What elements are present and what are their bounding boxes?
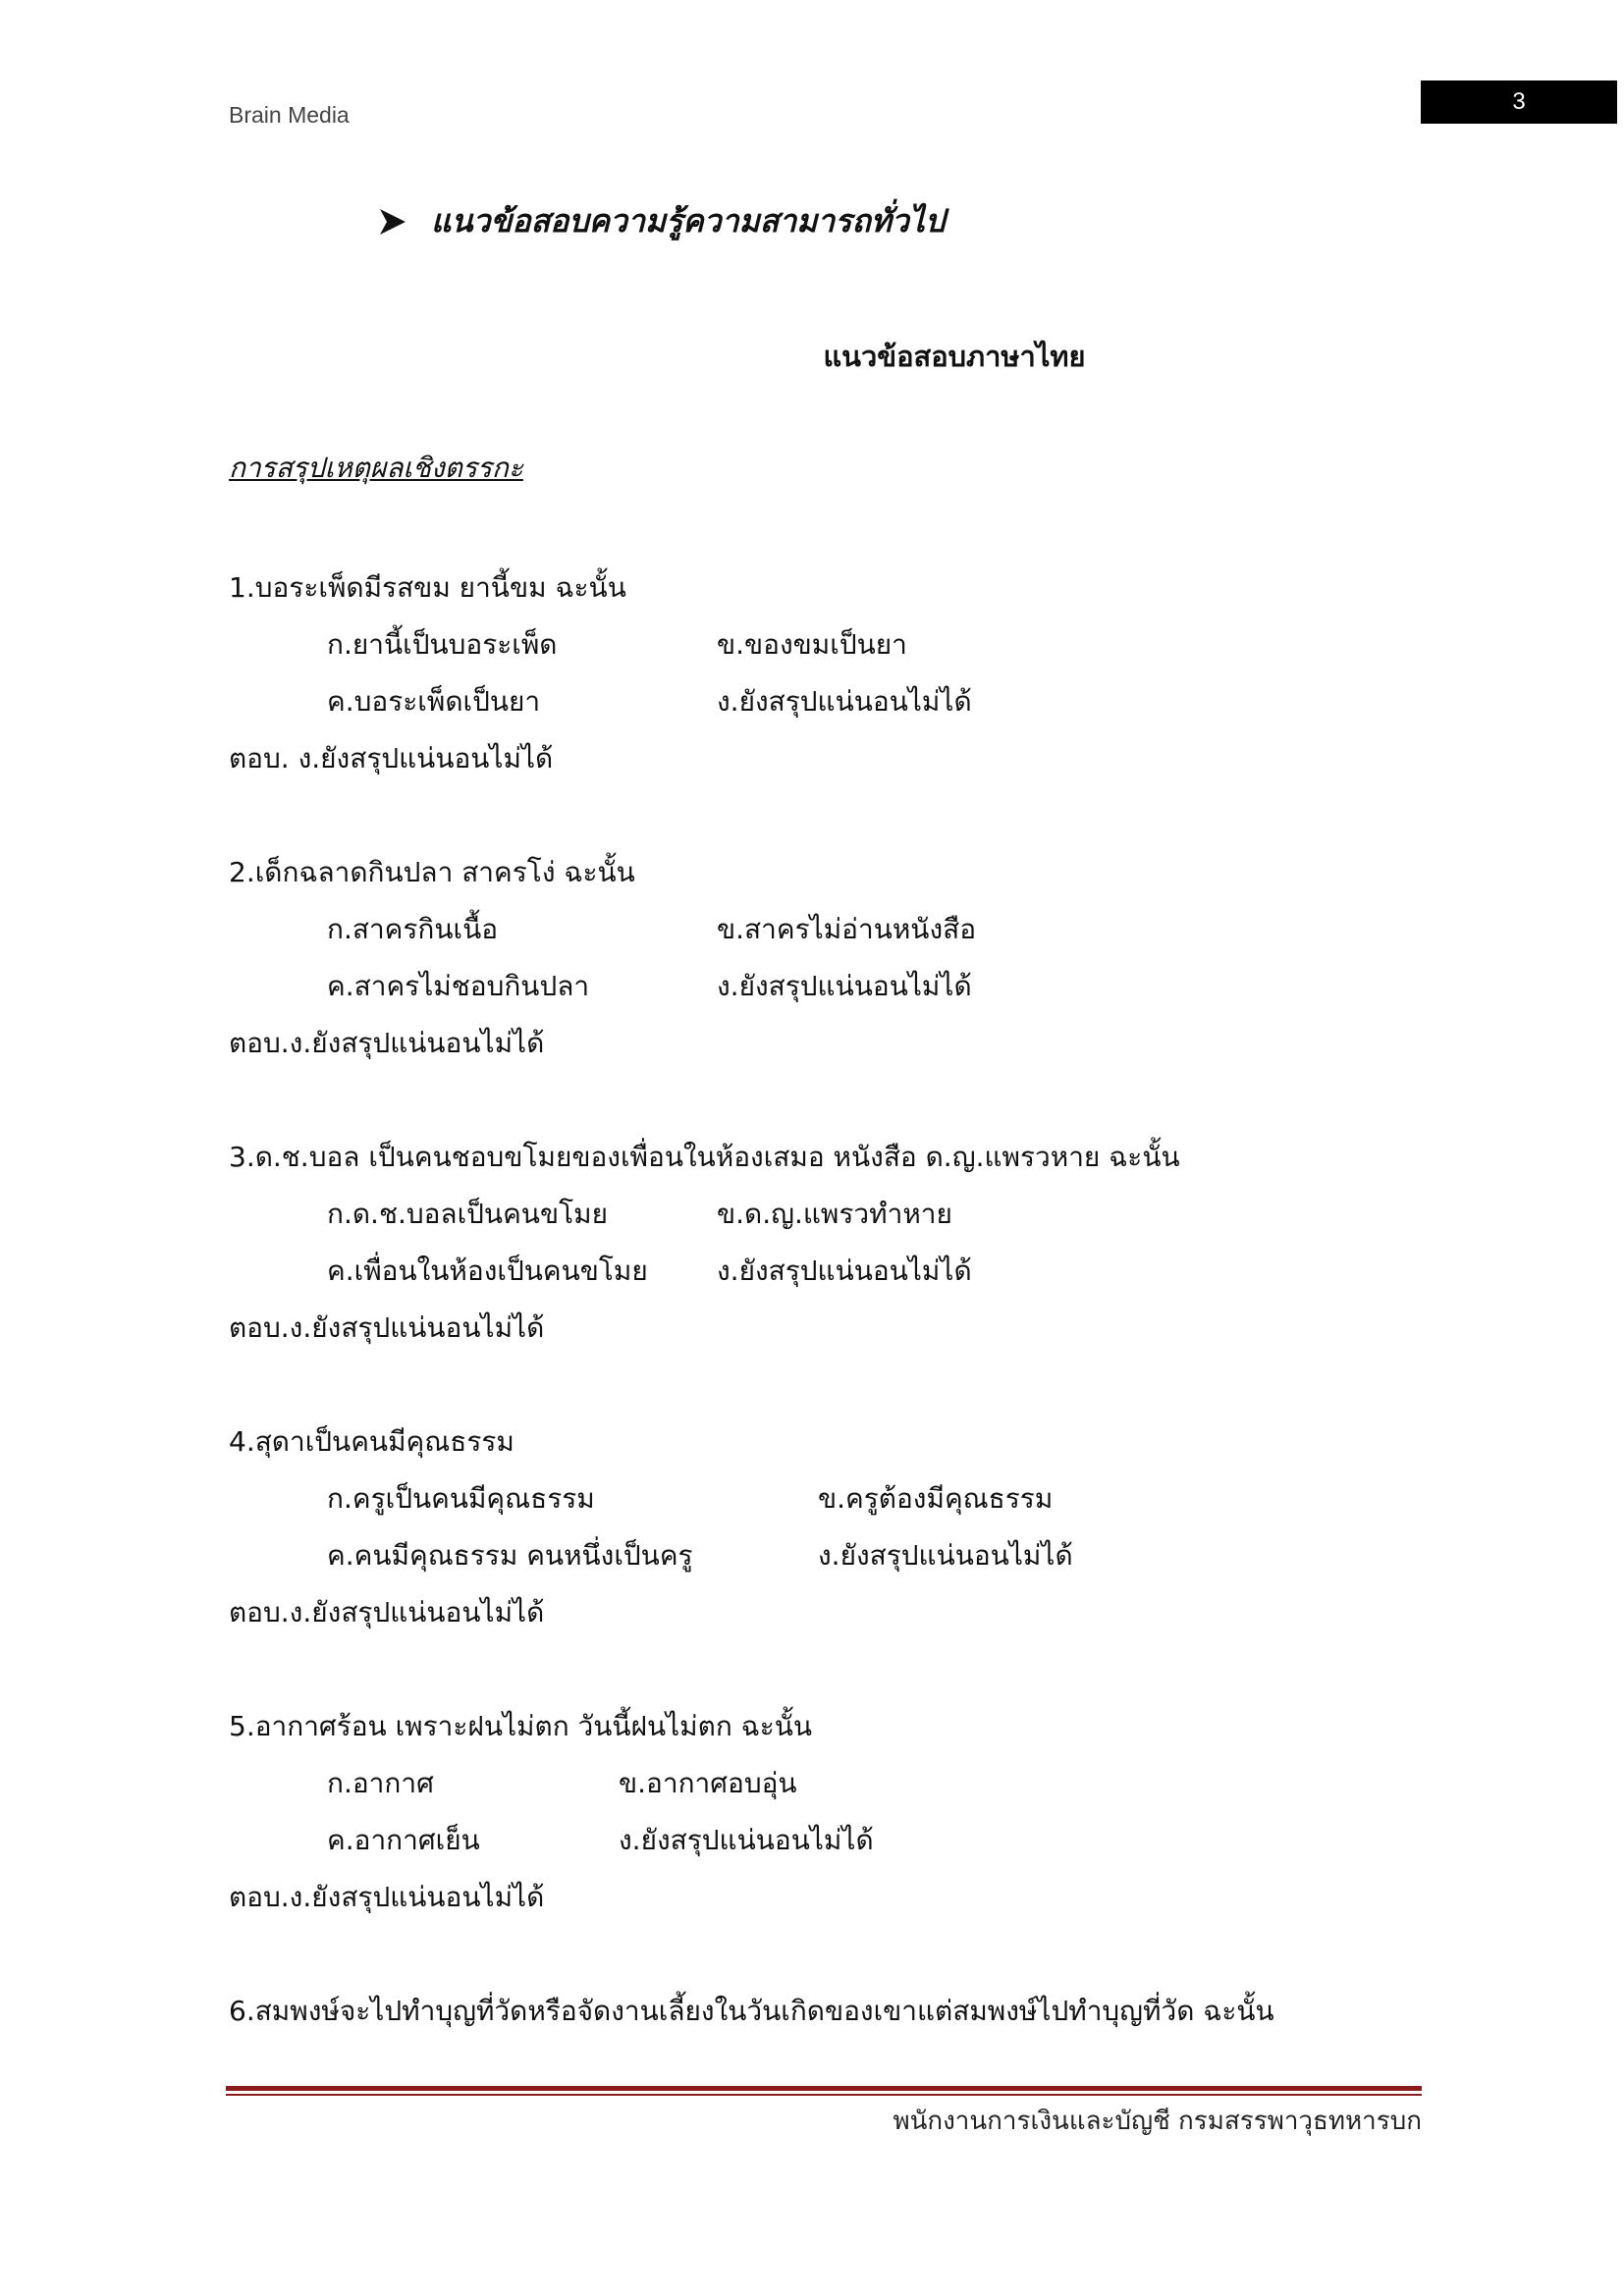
- page-title: แนวข้อสอบภาษาไทย: [823, 340, 1086, 373]
- options-row: [229, 1470, 1505, 1527]
- page-number: 3: [1421, 80, 1617, 124]
- option: ก.ด.ช.บอลเป็นคนขโมย: [327, 1198, 608, 1230]
- option: ง.ยังสรุปแน่นอนไม่ได้: [619, 1824, 874, 1856]
- options-row: [229, 1186, 1505, 1243]
- options-row: [229, 958, 1505, 1015]
- question-text: 6.สมพงษ์จะไปทำบุญที่วัดหรือจัดงานเลี้ยงในวันเกิดของเขาแต่สมพงษ์ไปทำบุญที่วัด ฉะนั้น: [229, 1995, 1274, 2027]
- option: ง.ยังสรุปแน่นอนไม่ได้: [717, 970, 972, 1002]
- question-text: 5.อากาศร้อน เพราะฝนไม่ตก วันนี้ฝนไม่ตก ฉะนั้น: [229, 1710, 813, 1742]
- section-heading: [378, 196, 945, 246]
- footer-text: พนักงานการเงินและบัญชี กรมสรรพาวุธทหารบก: [893, 2107, 1422, 2136]
- option: ก.อากาศ: [327, 1767, 434, 1799]
- answer-text: ตอบ.ง.ยังสรุปแน่นอนไม่ได้: [229, 1311, 545, 1344]
- subheading: การสรุปเหตุผลเชิงตรรกะ: [229, 452, 523, 484]
- question-text: 2.เด็กฉลาดกินปลา สาครโง่ ฉะนั้น: [229, 856, 635, 888]
- options-row: [229, 1812, 1505, 1869]
- option: ข.ครูต้องมีคุณธรรม: [818, 1482, 1054, 1515]
- option: ค.อากาศเย็น: [327, 1824, 480, 1856]
- questions-list: [229, 560, 1505, 2040]
- option: ง.ยังสรุปแน่นอนไม่ได้: [717, 685, 972, 718]
- options-row: [229, 1755, 1505, 1812]
- option: ค.คนมีคุณธรรม คนหนึ่งเป็นครู: [327, 1539, 693, 1572]
- answer-text: ตอบ.ง.ยังสรุปแน่นอนไม่ได้: [229, 1881, 545, 1913]
- option: ค.เพื่อนในห้องเป็นคนขโมย: [327, 1255, 648, 1287]
- option: ง.ยังสรุปแน่นอนไม่ได้: [717, 1255, 972, 1287]
- option: ก.ครูเป็นคนมีคุณธรรม: [327, 1482, 595, 1515]
- options-row: [229, 673, 1505, 730]
- option: ค.บอระเพ็ดเป็นยา: [327, 685, 541, 718]
- options-row: [229, 901, 1505, 958]
- option: ข.ของขมเป็นยา: [717, 628, 907, 661]
- footer-divider: [226, 2086, 1422, 2096]
- option: ข.สาครไม่อ่านหนังสือ: [717, 913, 977, 945]
- options-row: [229, 616, 1505, 673]
- answer-text: ตอบ. ง.ยังสรุปแน่นอนไม่ได้: [229, 742, 554, 774]
- option: ก.สาครกินเนื้อ: [327, 913, 499, 945]
- answer-text: ตอบ.ง.ยังสรุปแน่นอนไม่ได้: [229, 1596, 545, 1629]
- question-text: 1.บอระเพ็ดมีรสขม ยานี้ขม ฉะนั้น: [229, 571, 626, 604]
- question-text: 3.ด.ช.บอล เป็นคนชอบขโมยของเพื่อนในห้องเสมอ หนังสือ ด.ญ.แพรวหาย ฉะนั้น: [229, 1141, 1180, 1173]
- options-row: [229, 1243, 1505, 1300]
- section-heading-text: แนวข้อสอบความรู้ความสามารถทั่วไป: [431, 202, 946, 240]
- option: ก.ยานี้เป็นบอระเพ็ด: [327, 628, 558, 661]
- option: ข.ด.ญ.แพรวทำหาย: [717, 1198, 952, 1230]
- arrow-bullet-icon: [378, 207, 407, 237]
- option: ง.ยังสรุปแน่นอนไม่ได้: [818, 1539, 1073, 1572]
- question-text: 4.สุดาเป็นคนมีคุณธรรม: [229, 1425, 514, 1458]
- header-brand: Brain Media: [229, 102, 350, 128]
- answer-text: ตอบ.ง.ยังสรุปแน่นอนไม่ได้: [229, 1027, 545, 1059]
- option: ค.สาครไม่ชอบกินปลา: [327, 970, 590, 1002]
- option: ข.อากาศอบอุ่น: [619, 1767, 797, 1799]
- options-row: [229, 1527, 1505, 1584]
